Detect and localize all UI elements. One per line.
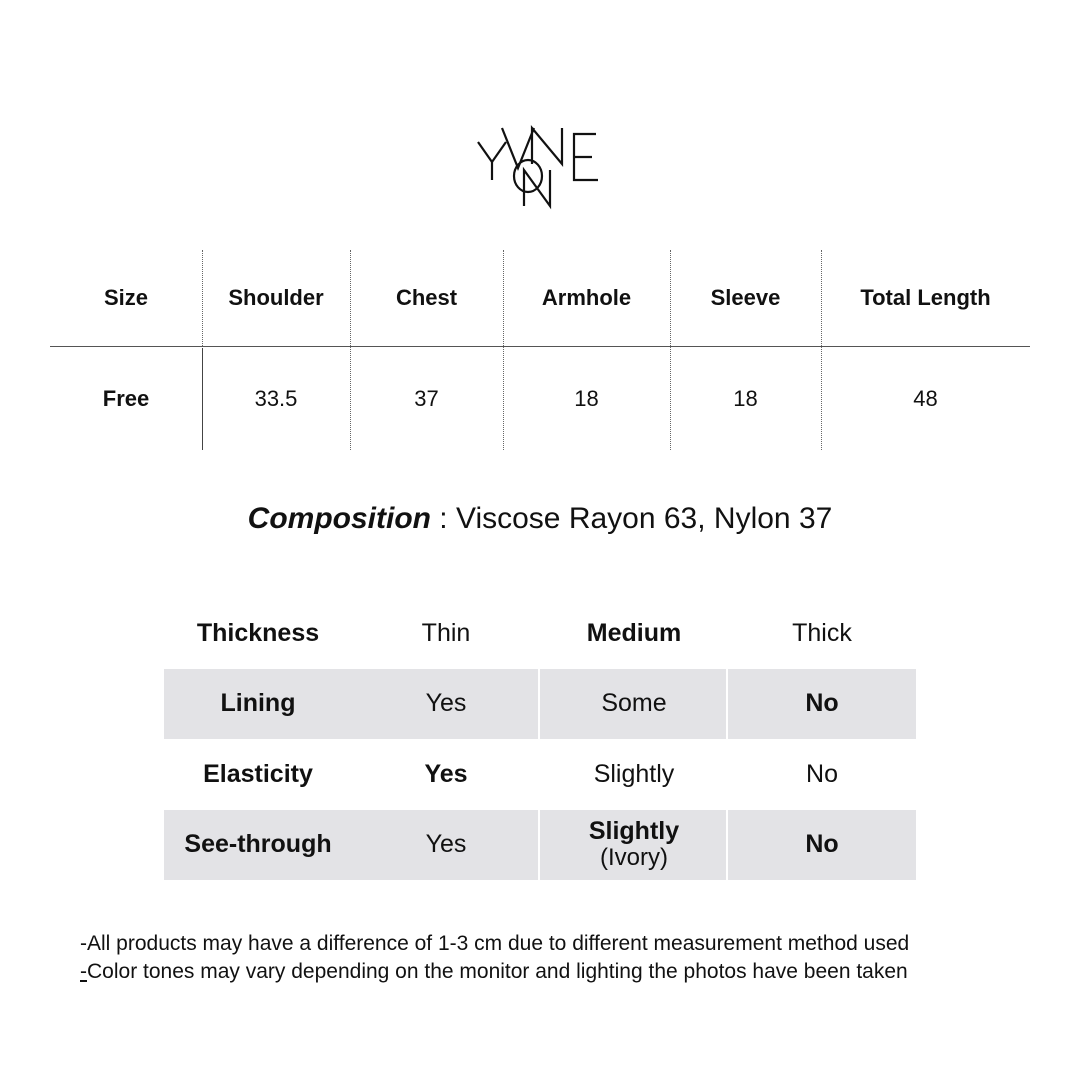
option-text: Yes	[425, 830, 467, 858]
attribute-option	[728, 739, 916, 810]
attribute-option-selected	[352, 739, 540, 810]
attribute-option-selected	[540, 598, 728, 669]
yvonne-logo-icon	[470, 120, 610, 210]
attribute-row	[164, 598, 916, 669]
header-size: Size	[103, 285, 149, 310]
header-armhole: Armhole	[541, 285, 632, 310]
option-text: Some	[601, 689, 667, 717]
header-divider	[50, 346, 1030, 347]
option-text: Yes	[425, 689, 467, 717]
attribute-label: See-through	[184, 830, 332, 858]
attribute-option	[352, 598, 540, 669]
option-text: No	[805, 689, 839, 717]
attribute-option	[352, 810, 540, 881]
note-color	[80, 958, 909, 986]
note-dash: -	[80, 960, 87, 983]
header-chest: Chest	[395, 285, 458, 310]
header-shoulder: Shoulder	[228, 285, 324, 310]
option-text: Thin	[421, 618, 471, 647]
attribute-label: Elasticity	[203, 759, 313, 788]
attribute-label: Lining	[220, 689, 296, 717]
attribute-option-selected	[540, 810, 728, 881]
option-text: Thick	[792, 618, 852, 647]
attribute-option	[540, 739, 728, 810]
attribute-row	[164, 810, 916, 881]
size-value: Free	[102, 386, 150, 411]
attribute-table	[164, 598, 916, 880]
sleeve-value: 18	[733, 386, 758, 411]
option-text: No	[806, 759, 838, 788]
armhole-value: 18	[574, 386, 599, 411]
total-length-value: 48	[913, 386, 938, 411]
composition-label: Composition	[247, 502, 431, 535]
shoulder-value: 33.5	[254, 386, 298, 411]
attribute-row	[164, 669, 916, 740]
attribute-option	[540, 669, 728, 740]
option-subtext: (Ivory)	[600, 844, 668, 872]
option-text: Slightly	[593, 759, 675, 788]
option-text: Medium	[586, 618, 682, 647]
attribute-option	[352, 669, 540, 740]
note-color-text: Color tones may vary depending on the monitor and lighting the photos have been taken	[87, 960, 908, 983]
attribute-label: Thickness	[196, 618, 320, 647]
composition	[0, 502, 1080, 536]
option-text: Slightly	[588, 816, 680, 845]
attribute-option	[728, 598, 916, 669]
size-table	[50, 250, 1030, 450]
attribute-row	[164, 739, 916, 810]
option-text: Yes	[424, 759, 468, 788]
composition-separator: :	[430, 502, 456, 535]
option-text: No	[805, 830, 839, 858]
composition-value: Viscose Rayon 63, Nylon 37	[455, 502, 833, 535]
header-sleeve: Sleeve	[710, 285, 781, 310]
attribute-option-selected	[728, 810, 916, 881]
attribute-option-selected	[728, 669, 916, 740]
chest-value: 37	[414, 386, 439, 411]
note-measurement: -All products may have a difference of 1-3 cm due to different measurement method used	[80, 932, 910, 955]
header-total-length: Total Length	[860, 285, 991, 310]
notes	[80, 930, 909, 986]
